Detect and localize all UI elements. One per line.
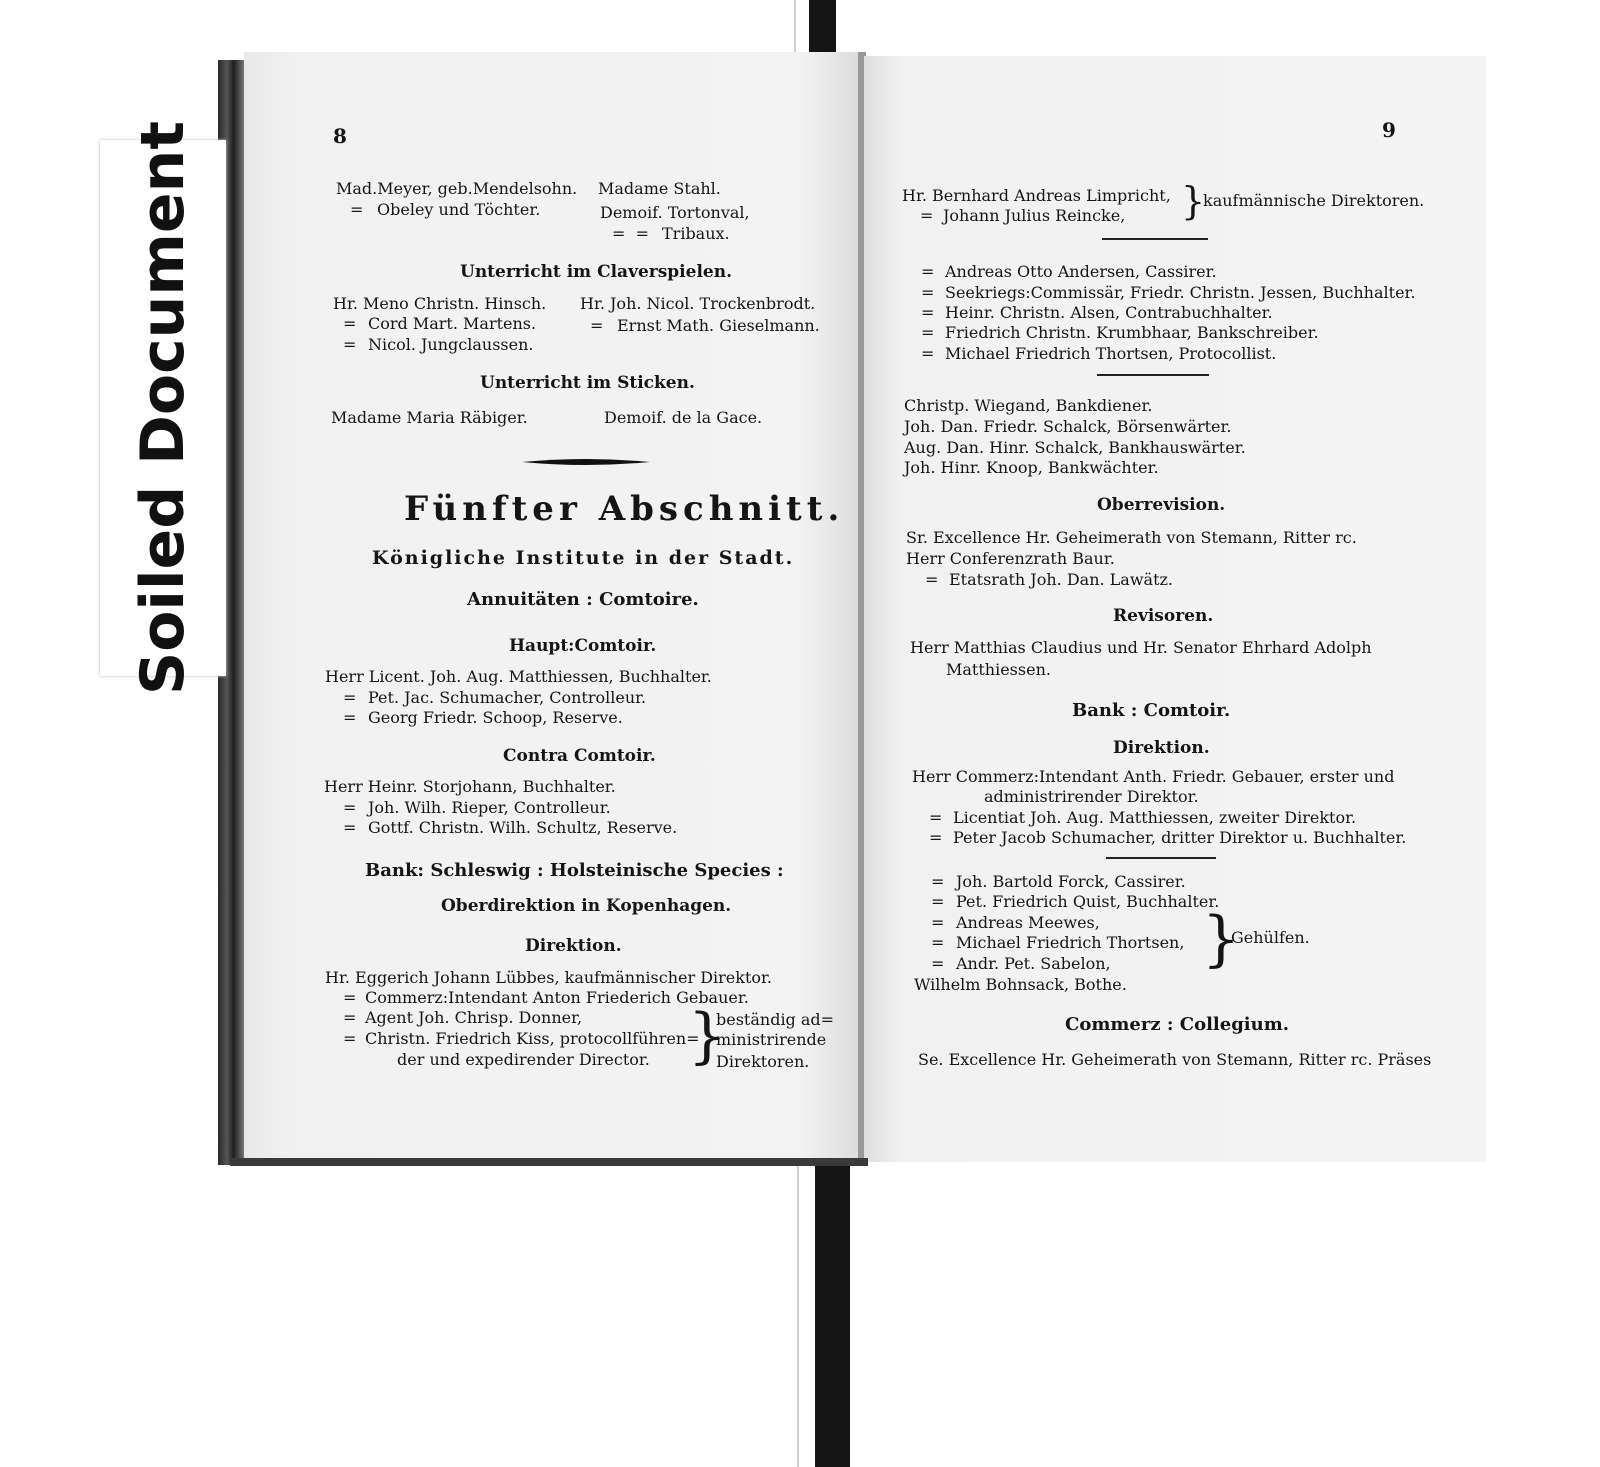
ditto-mark: = bbox=[590, 316, 604, 335]
section-heading: Commerz : Collegium. bbox=[1065, 1014, 1290, 1035]
section-heading: Revisoren. bbox=[1113, 606, 1214, 626]
text-line: Herr Licent. Joh. Aug. Matthiessen, Buchhalter. bbox=[325, 667, 712, 686]
text-line: Christp. Wiegand, Bankdiener. bbox=[904, 396, 1153, 415]
text-line: Joh. Dan. Friedr. Schalck, Börsenwärter. bbox=[904, 417, 1232, 436]
section-heading: Unterricht im Claverspielen. bbox=[460, 262, 733, 282]
page-number-right: 9 bbox=[1382, 118, 1396, 142]
ditto-mark: = bbox=[343, 798, 357, 817]
ditto-mark: = bbox=[929, 808, 943, 827]
text-line: Agent Joh. Chrisp. Donner, bbox=[365, 1008, 583, 1027]
ditto-mark: = bbox=[931, 933, 945, 952]
subsection-heading: Contra Comtoir. bbox=[503, 746, 656, 766]
text-line: Gottf. Christn. Wilh. Schultz, Reserve. bbox=[368, 818, 678, 837]
brace-icon: } bbox=[1181, 179, 1206, 223]
text-line: der und expedirender Director. bbox=[397, 1050, 650, 1069]
section-heading: Oberrevision. bbox=[1097, 495, 1226, 515]
ditto-mark: = bbox=[343, 988, 357, 1007]
ditto-mark: = bbox=[931, 872, 945, 891]
text-line: Aug. Dan. Hinr. Schalck, Bankhauswärter. bbox=[904, 438, 1246, 457]
text-line: Herr Heinr. Storjohann, Buchhalter. bbox=[324, 777, 616, 796]
text-line: Licentiat Joh. Aug. Matthiessen, zweiter Direktor. bbox=[953, 808, 1357, 827]
text-line: ministrirende bbox=[716, 1030, 827, 1049]
text-line: Michael Friedrich Thortsen, Protocollist. bbox=[945, 344, 1277, 363]
section-heading: Annuitäten : Comtoire. bbox=[467, 589, 699, 610]
ditto-mark: = bbox=[921, 283, 935, 302]
text-line: Johann Julius Reincke, bbox=[943, 206, 1126, 225]
ditto-mark: = bbox=[343, 1029, 357, 1048]
ditto-mark: = bbox=[343, 688, 357, 707]
ditto-mark: = bbox=[921, 262, 935, 281]
ditto-mark: = bbox=[343, 818, 357, 837]
scan-bar-bottom bbox=[815, 1150, 850, 1467]
text-line: Hr. Meno Christn. Hinsch. bbox=[333, 294, 547, 313]
text-line: Joh. Wilh. Rieper, Controlleur. bbox=[368, 798, 611, 817]
text-line: Herr Conferenzrath Baur. bbox=[906, 549, 1115, 568]
text-line: Andreas Otto Andersen, Cassirer. bbox=[945, 262, 1217, 281]
ditto-mark: = bbox=[929, 828, 943, 847]
chapter-title: Fünfter Abschnitt. bbox=[404, 489, 845, 529]
text-line: Joh. Hinr. Knoop, Bankwächter. bbox=[904, 458, 1159, 477]
ditto-mark: = bbox=[931, 954, 945, 973]
text-line: Madame Maria Räbiger. bbox=[331, 408, 528, 427]
text-line: Andr. Pet. Sabelon, bbox=[956, 954, 1111, 973]
text-line: Herr Commerz:Intendant Anth. Friedr. Gebauer, erster und bbox=[912, 767, 1395, 786]
soiled-document-label-text: Soiled Document bbox=[128, 120, 199, 696]
subsection-heading: Oberdirektion in Kopenhagen. bbox=[441, 896, 732, 916]
text-line: Joh. Bartold Forck, Cassirer. bbox=[956, 872, 1186, 891]
ditto-mark: = bbox=[921, 344, 935, 363]
text-line: Christn. Friedrich Kiss, protocollführen= bbox=[365, 1029, 700, 1048]
ditto-mark: = bbox=[925, 570, 939, 589]
ornament-divider-icon bbox=[522, 457, 650, 467]
text-line: Se. Excellence Hr. Geheimerath von Stemann, Ritter rc. Präses bbox=[918, 1050, 1432, 1069]
text-line: Etatsrath Joh. Dan. Lawätz. bbox=[949, 570, 1174, 589]
text-line: Cord Mart. Martens. bbox=[368, 314, 537, 333]
ditto-mark: = bbox=[343, 1008, 357, 1027]
divider-rule bbox=[1102, 238, 1208, 240]
section-heading: Bank : Comtoir. bbox=[1072, 700, 1231, 721]
brace-icon: } bbox=[688, 1001, 727, 1071]
divider-rule bbox=[1106, 857, 1216, 859]
ditto-mark: = bbox=[921, 303, 935, 322]
text-line: Obeley und Töchter. bbox=[377, 200, 541, 219]
text-line: Hr. Eggerich Johann Lübbes, kaufmännischer Direktor. bbox=[325, 968, 772, 987]
subsection-heading: Haupt:Comtoir. bbox=[509, 636, 657, 656]
ditto-mark: = bbox=[931, 892, 945, 911]
text-line: Nicol. Jungclaussen. bbox=[368, 335, 534, 354]
text-line: Matthiessen. bbox=[946, 660, 1051, 679]
chapter-subtitle: Königliche Institute in der Stadt. bbox=[372, 547, 795, 569]
text-line: Friedrich Christn. Krumbhaar, Bankschreiber. bbox=[945, 323, 1319, 342]
text-line: Hr. Joh. Nicol. Trockenbrodt. bbox=[580, 294, 816, 313]
text-line: beständig ad= bbox=[716, 1010, 835, 1029]
text-line: Michael Friedrich Thortsen, bbox=[956, 933, 1185, 952]
text-line: Pet. Jac. Schumacher, Controlleur. bbox=[368, 688, 647, 707]
book-bottom-edge bbox=[230, 1158, 868, 1166]
divider-rule bbox=[1097, 374, 1209, 376]
text-line: kaufmännische Direktoren. bbox=[1203, 191, 1425, 210]
ditto-mark: = bbox=[343, 314, 357, 333]
ditto-mark: = bbox=[350, 200, 364, 219]
subsection-heading: Direktion. bbox=[525, 936, 622, 956]
text-line: Hr. Bernhard Andreas Limpricht, bbox=[902, 186, 1171, 205]
ditto-mark: = bbox=[343, 335, 357, 354]
page-number-left: 8 bbox=[333, 124, 347, 148]
text-line: Peter Jacob Schumacher, dritter Direktor u. Buchhalter. bbox=[953, 828, 1407, 847]
text-line: Demoif. Tortonval, bbox=[600, 203, 750, 222]
text-line: Sr. Excellence Hr. Geheimerath von Stemann, Ritter rc. bbox=[906, 528, 1357, 547]
soiled-document-label bbox=[100, 120, 226, 696]
scan-bar-top bbox=[809, 0, 836, 55]
text-line: Demoif. de la Gace. bbox=[604, 408, 763, 427]
scan-edge-line bbox=[794, 0, 796, 55]
ditto-mark: = bbox=[931, 913, 945, 932]
text-line: Mad.Meyer, geb.Mendelsohn. bbox=[336, 179, 578, 198]
text-line: Wilhelm Bohnsack, Bothe. bbox=[914, 975, 1127, 994]
text-line: Tribaux. bbox=[662, 224, 730, 243]
text-line: Herr Matthias Claudius und Hr. Senator Ehrhard Adolph bbox=[910, 638, 1372, 657]
text-line: Andreas Meewes, bbox=[956, 913, 1100, 932]
text-line: Heinr. Christn. Alsen, Contrabuchhalter. bbox=[945, 303, 1273, 322]
text-line: Direktoren. bbox=[716, 1052, 810, 1071]
ditto-mark: = bbox=[921, 323, 935, 342]
scan-edge-line-lower bbox=[797, 1150, 799, 1467]
section-heading: Unterricht im Sticken. bbox=[480, 373, 695, 393]
ditto-mark: = = bbox=[612, 224, 649, 243]
ditto-mark: = bbox=[343, 708, 357, 727]
text-line: administrirender Direktor. bbox=[984, 787, 1199, 806]
text-line: Pet. Friedrich Quist, Buchhalter. bbox=[956, 892, 1220, 911]
text-line: Ernst Math. Gieselmann. bbox=[617, 316, 820, 335]
section-heading: Bank: Schleswig : Holsteinische Species : bbox=[365, 860, 784, 881]
brace-icon: } bbox=[1202, 904, 1241, 974]
text-line: Seekriegs:Commissär, Friedr. Christn. Jessen, Buchhalter. bbox=[945, 283, 1416, 302]
text-line: Madame Stahl. bbox=[598, 179, 721, 198]
ditto-mark: = bbox=[920, 206, 934, 225]
subsection-heading: Direktion. bbox=[1113, 738, 1210, 758]
text-line: Georg Friedr. Schoop, Reserve. bbox=[368, 708, 623, 727]
text-line: Gehülfen. bbox=[1231, 928, 1310, 947]
text-line: Commerz:Intendant Anton Friederich Gebauer. bbox=[365, 988, 749, 1007]
